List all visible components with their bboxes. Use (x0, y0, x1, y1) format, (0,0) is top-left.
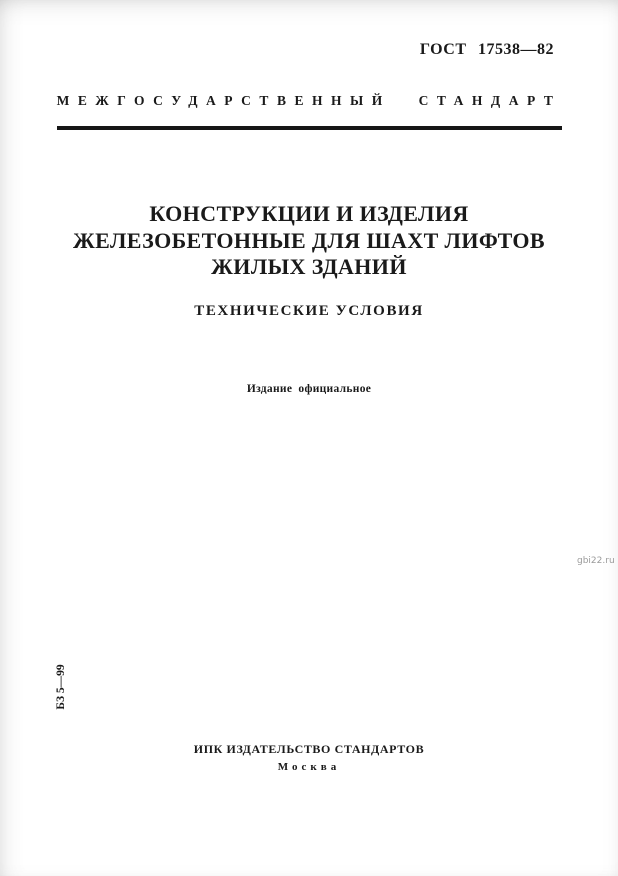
standard-type-heading: МЕЖГОСУДАРСТВЕННЫЙ СТАНДАРТ (56, 93, 562, 108)
document-title-line-1: КОНСТРУКЦИИ И ИЗДЕЛИЯ (149, 201, 469, 226)
side-registration-code: БЗ 5—99 (55, 664, 67, 710)
standard-code: ГОСТ 17538—82 (419, 41, 554, 58)
document-title (0, 201, 618, 281)
publisher-name: ИПК ИЗДАТЕЛЬСТВО СТАНДАРТОВ (193, 742, 425, 756)
document-subtitle: ТЕХНИЧЕСКИЕ УСЛОВИЯ (194, 303, 424, 319)
document-title-line-2: ЖЕЛЕЗОБЕТОННЫЕ ДЛЯ ШАХТ ЛИФТОВ (73, 227, 545, 253)
publisher-city: Москва (277, 761, 341, 773)
document-title-line-3: ЖИЛЫХ ЗДАНИЙ (211, 254, 407, 279)
header-rule (57, 126, 562, 130)
site-watermark: gbi22.ru (577, 556, 615, 566)
edition-note: Издание официальное (246, 383, 372, 395)
